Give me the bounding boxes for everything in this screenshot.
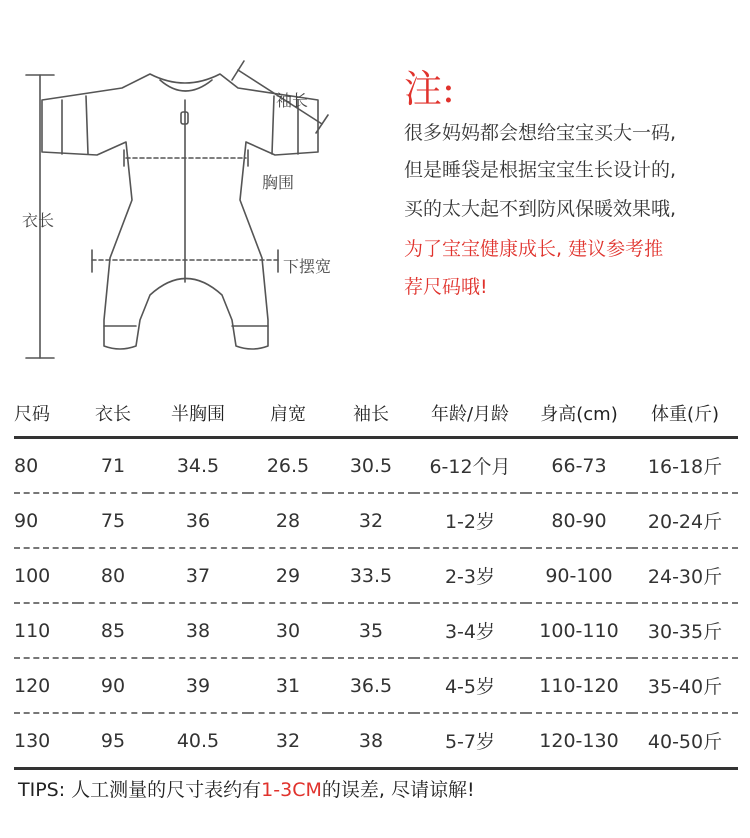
- header-length: 衣长: [78, 390, 148, 438]
- table-cell: 20-24斤: [632, 493, 738, 548]
- table-cell: 110-120: [526, 658, 632, 713]
- table-cell: 75: [78, 493, 148, 548]
- table-cell: 90-100: [526, 548, 632, 603]
- table-cell: 38: [328, 713, 414, 769]
- note-line-3: 买的太大起不到防风保暖效果哦,: [404, 198, 677, 220]
- table-cell: 26.5: [248, 438, 328, 494]
- table-cell: 32: [328, 493, 414, 548]
- sleeve-label: 袖长: [276, 91, 309, 110]
- table-cell: 3-4岁: [414, 603, 526, 658]
- table-cell: 28: [248, 493, 328, 548]
- table-cell: 5-7岁: [414, 713, 526, 769]
- table-cell: 120: [14, 658, 78, 713]
- chest-label: 胸围: [262, 173, 295, 192]
- note-highlight-line-1: 为了宝宝健康成长, 建议参考推: [404, 238, 664, 260]
- header-shoulder: 肩宽: [248, 390, 328, 438]
- table-cell: 80-90: [526, 493, 632, 548]
- table-cell: 38: [148, 603, 248, 658]
- table-row: [14, 548, 738, 603]
- header-height: 身高(cm): [526, 390, 632, 438]
- table-cell: 66-73: [526, 438, 632, 494]
- table-cell: 33.5: [328, 548, 414, 603]
- header-age: 年龄/月龄: [414, 390, 526, 438]
- tips-highlight: 1-3CM: [261, 779, 322, 801]
- tips-suffix: 的误差, 尽请谅解!: [321, 779, 475, 801]
- table-cell: 90: [78, 658, 148, 713]
- table-cell: 130: [14, 713, 78, 769]
- tips-line: [18, 775, 475, 802]
- table-cell: 90: [14, 493, 78, 548]
- length-label: 衣长: [22, 211, 55, 230]
- table-cell: 37: [148, 548, 248, 603]
- table-row: [14, 713, 738, 769]
- table-cell: 30.5: [328, 438, 414, 494]
- table-cell: 30: [248, 603, 328, 658]
- table-cell: 34.5: [148, 438, 248, 494]
- table-row: [14, 603, 738, 658]
- table-cell: 2-3岁: [414, 548, 526, 603]
- table-cell: 100: [14, 548, 78, 603]
- table-cell: 85: [78, 603, 148, 658]
- note-highlight-line-2: 荐尺码哦!: [404, 276, 488, 298]
- table-row: [14, 438, 738, 494]
- table-cell: 80: [78, 548, 148, 603]
- hem-label: 下摆宽: [283, 257, 332, 276]
- tips-prefix: TIPS: 人工测量的尺寸表约有: [18, 779, 262, 801]
- table-header-row: [14, 390, 738, 438]
- header-weight: 体重(斤): [632, 390, 738, 438]
- table-cell: 24-30斤: [632, 548, 738, 603]
- table-row: [14, 658, 738, 713]
- header-half-chest: 半胸围: [148, 390, 248, 438]
- table-cell: 40-50斤: [632, 713, 738, 769]
- table-cell: 6-12个月: [414, 438, 526, 494]
- table-cell: 110: [14, 603, 78, 658]
- table-cell: 16-18斤: [632, 438, 738, 494]
- header-size: 尺码: [14, 390, 78, 438]
- table-cell: 120-130: [526, 713, 632, 769]
- garment-outline: [42, 74, 318, 349]
- sleep-sack-diagram: [0, 0, 400, 380]
- table-cell: 39: [148, 658, 248, 713]
- table-cell: 100-110: [526, 603, 632, 658]
- note-title: 注:: [404, 67, 455, 111]
- table-row: [14, 493, 738, 548]
- table-cell: 36.5: [328, 658, 414, 713]
- table-cell: 80: [14, 438, 78, 494]
- size-table: [14, 390, 738, 770]
- table-cell: 31: [248, 658, 328, 713]
- table-cell: 32: [248, 713, 328, 769]
- table-cell: 36: [148, 493, 248, 548]
- note-line-2: 但是睡袋是根据宝宝生长设计的,: [404, 159, 677, 181]
- table-cell: 71: [78, 438, 148, 494]
- table-cell: 95: [78, 713, 148, 769]
- table-cell: 40.5: [148, 713, 248, 769]
- table-cell: 4-5岁: [414, 658, 526, 713]
- table-cell: 35-40斤: [632, 658, 738, 713]
- table-cell: 30-35斤: [632, 603, 738, 658]
- note-line-1: 很多妈妈都会想给宝宝买大一码,: [404, 122, 677, 144]
- table-cell: 29: [248, 548, 328, 603]
- table-cell: 35: [328, 603, 414, 658]
- header-sleeve: 袖长: [328, 390, 414, 438]
- table-cell: 1-2岁: [414, 493, 526, 548]
